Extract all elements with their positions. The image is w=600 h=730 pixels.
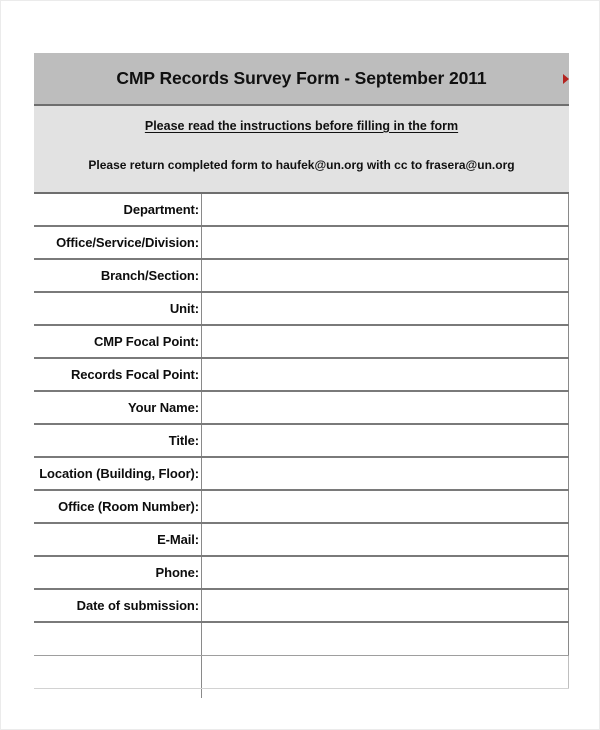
- form-field-row: [34, 326, 569, 359]
- field-input[interactable]: [201, 227, 569, 258]
- form-field-list: [34, 194, 569, 689]
- field-label: E-Mail:: [157, 532, 199, 548]
- field-input[interactable]: [201, 590, 569, 621]
- form-field-row: [34, 260, 569, 293]
- form-field-row: [34, 557, 569, 590]
- instructions-block: [34, 106, 569, 194]
- field-input[interactable]: [201, 524, 569, 555]
- form-field-row: [34, 491, 569, 524]
- form-field-row: [34, 194, 569, 227]
- red-triangle-marker-icon: [563, 74, 569, 84]
- survey-form-sheet: [34, 53, 569, 689]
- field-label: Location (Building, Floor):: [39, 466, 199, 482]
- form-field-row: [34, 524, 569, 557]
- field-input[interactable]: [201, 491, 569, 522]
- field-input[interactable]: [201, 293, 569, 324]
- field-label: Records Focal Point:: [70, 367, 199, 383]
- column-divider-tail: [201, 689, 202, 698]
- field-label: Your Name:: [128, 400, 199, 416]
- field-input[interactable]: [201, 194, 569, 225]
- field-label: Title:: [168, 433, 199, 449]
- field-label: CMP Focal Point:: [93, 334, 199, 350]
- form-field-row: [34, 359, 569, 392]
- field-input[interactable]: [201, 557, 569, 588]
- field-label: Date of submission:: [76, 598, 199, 614]
- field-label: Unit:: [169, 301, 199, 317]
- field-input[interactable]: [201, 458, 569, 489]
- field-input[interactable]: [201, 359, 569, 390]
- blank-input-cell[interactable]: [201, 623, 569, 655]
- instructions-primary-text: Please read the instructions before filling in the form: [144, 119, 459, 133]
- field-input[interactable]: [201, 326, 569, 357]
- field-label: Office/Service/Division:: [56, 235, 199, 251]
- form-blank-row: [34, 656, 569, 689]
- form-field-row: [34, 392, 569, 425]
- field-input[interactable]: [201, 260, 569, 291]
- field-label: Office (Room Number):: [58, 499, 199, 515]
- page-title: CMP Records Survey Form - September 2011: [116, 68, 487, 88]
- field-input[interactable]: [201, 425, 569, 456]
- form-field-row: [34, 590, 569, 623]
- field-label: Phone:: [155, 565, 199, 581]
- blank-input-cell[interactable]: [201, 656, 569, 688]
- field-input[interactable]: [201, 392, 569, 423]
- form-field-row: [34, 458, 569, 491]
- field-label: Branch/Section:: [100, 268, 199, 284]
- form-title-bar: [34, 53, 569, 106]
- form-field-row: [34, 293, 569, 326]
- form-blank-row: [34, 623, 569, 656]
- form-field-row: [34, 425, 569, 458]
- form-field-row: [34, 227, 569, 260]
- blank-label-cell: [34, 623, 201, 655]
- blank-label-cell: [34, 656, 201, 688]
- field-label: Department:: [123, 202, 199, 218]
- instructions-secondary-text: Please return completed form to haufek@un.org with cc to frasera@un.org: [88, 158, 515, 172]
